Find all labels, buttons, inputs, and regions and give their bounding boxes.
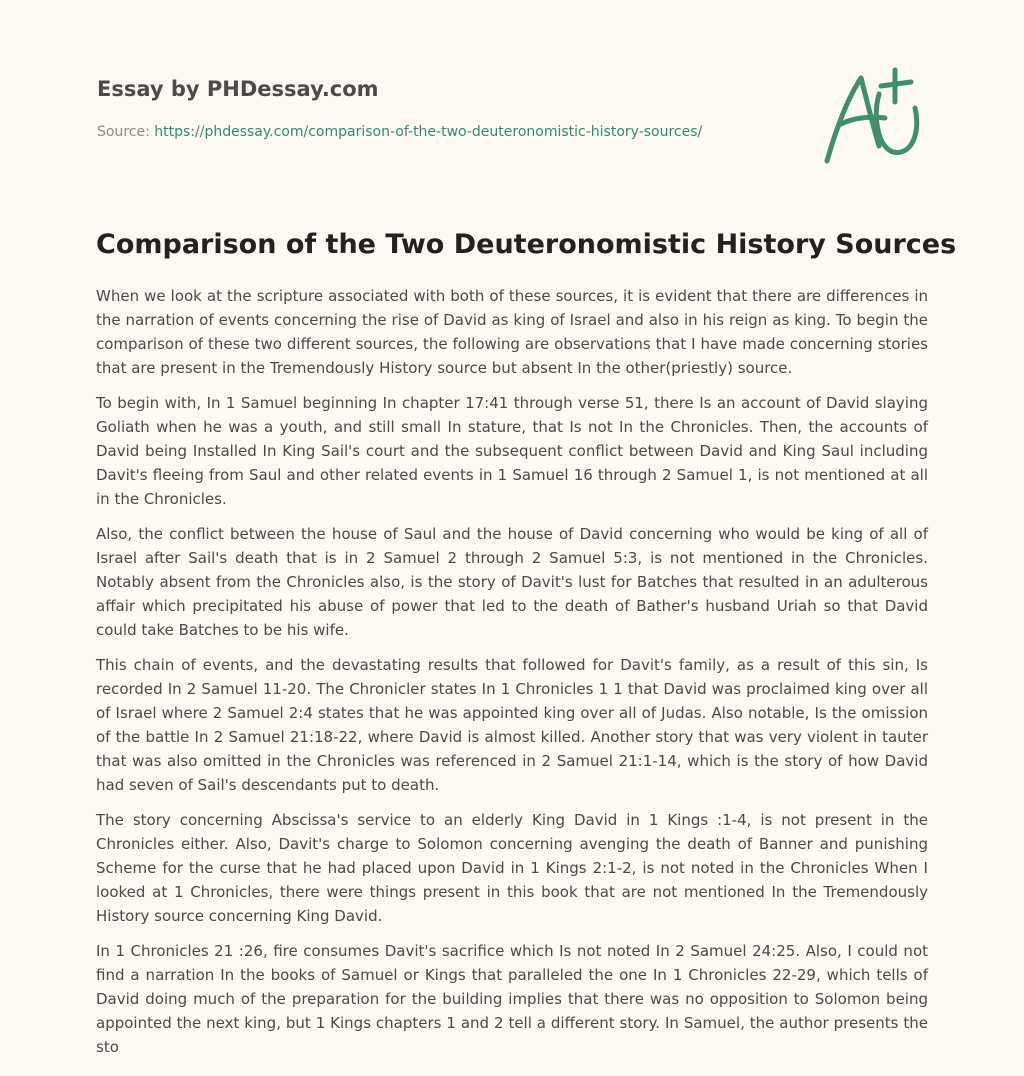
source-label: Source:	[97, 124, 150, 140]
essay-paragraph-3: Also, the conflict between the house of Saul and the house of David concerning who would be king of all of Israel after Sail's death that is in 2 Samuel 2 through 2 Samuel 5:3, is not mentioned in the Chronicles. Notably absent from the Chronicles also, is the story of Davit's lust for Batches that resulted in an adulterous affair which precipitated his abuse of power that led to the death of Bather's husband Uriah so that David could take Batches to be his wife.	[96, 525, 928, 639]
essay-paragraph-6: In 1 Chronicles 21 :26, fire consumes Davit's sacrifice which Is not noted In 2 Samuel 24:25. Also, I could not find a narration In the books of Samuel or Kings that paralleled the one In 1 Chronicles 22-29, which tells of David doing much of the preparation for the building implies that there was no opposition to Solomon being appointed the next king, but 1 Kings chapters 1 and 2 tell a different story. In Samuel, the author presents the sto	[96, 942, 928, 1056]
site-brand: Essay by PHDessay.com	[97, 77, 379, 101]
essay-paragraph-1: When we look at the scripture associated with both of these sources, it is evident that there are differences in the narration of events concerning the rise of David as king of Israel and also in his reign as king. To begin the comparison of these two different sources, the following are observations that I have made concerning stories that are present in the Tremendously History source but absent In the other(priestly) source.	[96, 287, 928, 377]
source-line	[97, 124, 702, 140]
essay-paragraph-4: This chain of events, and the devastating results that followed for Davit's family, as a result of this sin, Is recorded In 2 Samuel 11-20. The Chronicler states In 1 Chronicles 1 1 that David was proclaimed king over all of Israel where 2 Samuel 2:4 states that he was appointed king over all of Judas. Also notable, Is the omission of the battle In 2 Samuel 21:18-22, where David is almost killed. Another story that was very violent in tauter that was also omitted in the Chronicles was referenced in 2 Samuel 21:1-14, which is the story of how David had seven of Sail's descendants put to death.	[96, 656, 928, 794]
essay-paragraph-2: To begin with, In 1 Samuel beginning In chapter 17:41 through verse 51, there Is an account of David slaying Goliath when he was a youth, and still small In stature, that Is not In the Chronicles. Then, the accounts of David being Installed In King Sail's court and the subsequent conflict between David and King Saul including Davit's fleeing from Saul and other related events in 1 Samuel 16 through 2 Samuel 1, is not mentioned at all in the Chronicles.	[96, 394, 928, 508]
page-header	[97, 0, 927, 200]
a-plus-icon	[819, 66, 929, 166]
essay-content	[96, 226, 957, 1059]
essay-paragraph-5: The story concerning Abscissa's service to an elderly King David in 1 Kings :1-4, is not present in the Chronicles either. Also, Davit's charge to Solomon concerning avenging the death of Banner and punishing Scheme for the curse that he had placed upon David in 1 Kings 2:1-2, is not noted in the Chronicles When I looked at 1 Chronicles, there were things present in this book that are not mentioned In the Tremendously History source concerning King David.	[96, 811, 928, 925]
essay-title: Comparison of the Two Deuteronomistic History Sources	[96, 229, 957, 260]
source-link[interactable]: https://phdessay.com/comparison-of-the-two-deuteronomistic-history-sources/	[154, 124, 703, 140]
